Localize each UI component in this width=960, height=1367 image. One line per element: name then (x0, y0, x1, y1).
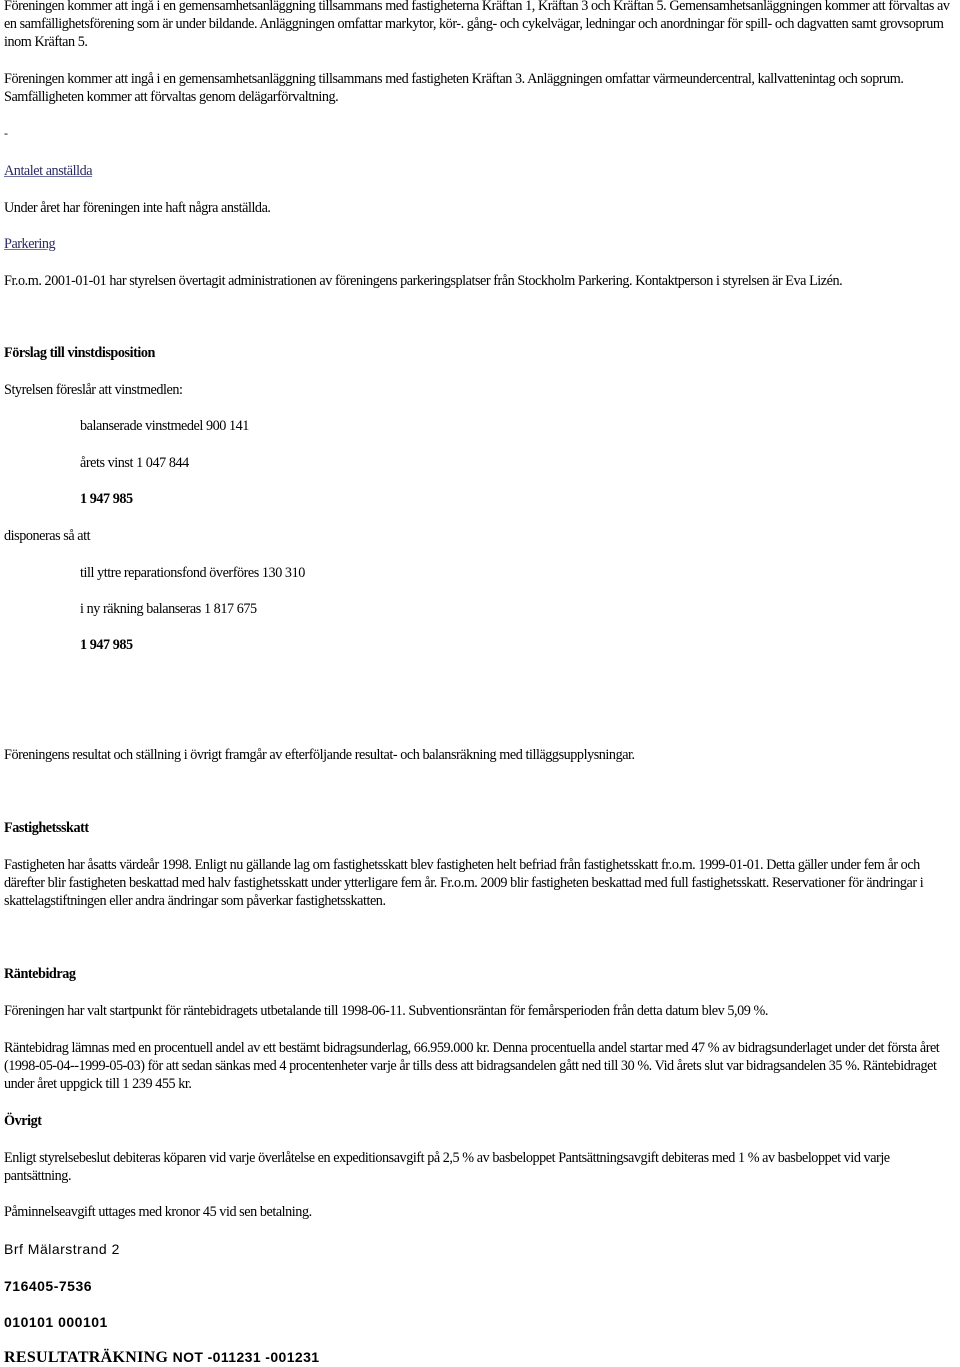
rantebidrag-paragraph-1: Föreningen har valt startpunkt för räntebidragets utbetalande till 1998-06-11. Subventionsräntan för femårsperioden från detta datum blev 5,09 %. (4, 1003, 768, 1019)
rantebidrag-heading: Räntebidrag (4, 966, 76, 982)
ny-rakning-row: i ny räkning balanseras 1 817 675 (80, 601, 257, 617)
fastighetsskatt-text: Fastigheten har åsatts värdeår 1998. Enligt nu gällande lag om fastighetsskatt blev fastigheten helt befriad från fastighetsskatt fr.o.m. 1999-01-01. Detta gäller under fem år och därefter blir fastigheten beskattad med halv fastighetsskatt under ytterligare fem år. Fr.o.m. 2009 blir fastigheten beskattad med full fastighetsskatt. Reservationer för ändringar i skattelagstiftningen eller andra ändringar som påverkar fastighetsskatten. (4, 857, 924, 909)
balanserade-vinstmedel: balanserade vinstmedel 900 141 (80, 418, 249, 434)
parkering-heading[interactable]: Parkering (4, 236, 56, 252)
intro-paragraph-2: Föreningen kommer att ingå i en gemensamhetsanläggning tillsammans med fastigheten Kräftan 3. Anläggningen omfattar värmeundercentral, kallvattenintag och soprum. Samfälligheten kommer att förvaltas genom delägarförvaltning. (4, 71, 904, 105)
period-code: 010101 000101 (4, 1314, 108, 1330)
parkering-text: Fr.o.m. 2001-01-01 har styrelsen övertagit administrationen av föreningens parkeringsplatser från Stockholm Parkering. Kontaktperson i styrelsen är Eva Lizén. (4, 273, 843, 289)
anstallda-text: Under året har föreningen inte haft några anställda. (4, 200, 271, 216)
intro-paragraph-1: Föreningen kommer att ingå i en gemensamhetsanläggning tillsammans med fastigheterna Kräftan 1, Kräftan 3 och Kräftan 5. Gemensamhetsanläggningen kommer att förvaltas av en samfällighetsförening som är under bildande. Anläggningen omfattar markytor, kör-. gång- och cykelvägar, ledningar och anordningar för spill- och dagvatten samt grovsoprum inom Kräftan 5. (4, 0, 950, 50)
ovrigt-heading: Övrigt (4, 1113, 42, 1129)
rantebidrag-paragraph-2: Räntebidrag lämnas med en procentuell andel av ett bestämt bidragsunderlag, 66.959.000 kr. Denna procentuella andel startar med 47 % av bidragsunderlaget under det första året (1998-05-04--1999-05-03) för att sedan sänkas med 4 procentenheter varje år tills dess att bidragsandelen gått ned till 30 %. Vid årets slut var bidragsandelen 35 %. Räntebidraget under året uppgick till 1 239 455 kr. (4, 1040, 940, 1092)
anstallda-heading[interactable]: Antalet anställda (4, 163, 93, 179)
vinstdisposition-intro: Styrelsen föreslår att vinstmedlen: (4, 382, 183, 398)
summa-disposition: 1 947 985 (80, 637, 133, 653)
dash-line: - (4, 126, 8, 140)
summa-vinstmedel: 1 947 985 (80, 491, 133, 507)
reparationsfond-row: till yttre reparationsfond överföres 130 310 (80, 565, 305, 581)
ovrigt-paragraph-2: Påminnelseavgift uttages med kronor 45 vid sen betalning. (4, 1204, 312, 1220)
arets-vinst: årets vinst 1 047 844 (80, 455, 189, 471)
vinstdisposition-heading: Förslag till vinstdisposition (4, 345, 155, 361)
resultatrakning-title (4, 1348, 956, 1367)
ovrigt-paragraph-1: Enligt styrelsebeslut debiteras köparen vid varje överlåtelse en expeditionsavgift på 2,5 % av basbeloppet Pantsättningsavgift debiteras med 1 % av basbeloppet vid varje pantsättning. (4, 1150, 890, 1184)
fastighetsskatt-heading: Fastighetsskatt (4, 820, 89, 836)
disponeras-label: disponeras så att (4, 528, 91, 544)
org-number: 716405-7536 (4, 1278, 93, 1294)
resultat-text: Föreningens resultat och ställning i övrigt framgår av efterföljande resultat- och balansräkning med tilläggsupplysningar. (4, 747, 635, 763)
resultatrakning-title-main: RESULTATRÄKNING (4, 1349, 169, 1366)
resultatrakning-title-tail: NOT -011231 -001231 (172, 1349, 320, 1365)
org-name: Brf Mälarstrand 2 (4, 1241, 120, 1257)
